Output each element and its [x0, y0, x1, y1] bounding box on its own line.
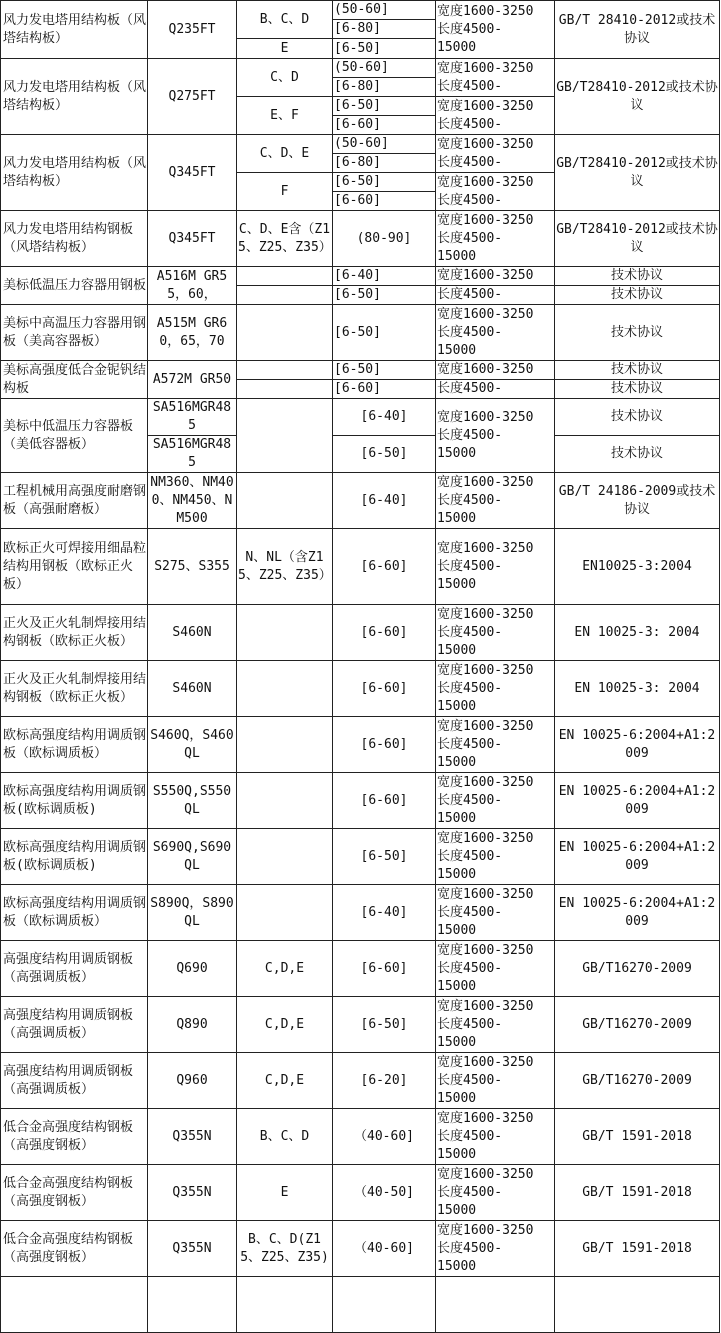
quality-level-cell: C,D,E: [237, 941, 333, 997]
length-range-max: 15000: [437, 866, 477, 882]
quality-level-cell: C、D、E含（Z15、Z25、Z35）: [237, 211, 333, 267]
width-range: 宽度1600-3250: [437, 1110, 534, 1126]
grade-cell: S690Q,S690QL: [148, 829, 237, 885]
standard-cell: GB/T16270-2009: [555, 941, 720, 997]
standard-cell: GB/T 1591-2018: [555, 1165, 720, 1221]
thickness-cell: (50-60]: [333, 1, 436, 20]
width-range: 宽度1600-3250: [437, 98, 534, 114]
product-name-cell: 高强度结构用调质钢板（高强调质板）: [1, 941, 148, 997]
size-cell: [436, 399, 555, 473]
length-range: 长度4500-: [437, 624, 503, 640]
length-range: 长度4500-: [437, 21, 503, 37]
quality-level-cell: C、D: [237, 59, 333, 97]
standard-cell: GB/T 1591-2018: [555, 1109, 720, 1165]
standard-cell: EN 10025-3: 2004: [555, 605, 720, 661]
size-cell: [436, 1165, 555, 1221]
thickness-cell: (80-90]: [333, 211, 436, 267]
length-range: 长度4500-: [437, 960, 503, 976]
standard-cell: GB/T28410-2012或技术协议: [555, 211, 720, 267]
table-row: [1, 997, 720, 1053]
thickness-cell: [6-50]: [333, 361, 436, 380]
width-range: 宽度1600-3250: [437, 540, 534, 556]
size-cell: [436, 473, 555, 529]
quality-level-cell: F: [237, 173, 333, 211]
size-cell: [436, 661, 555, 717]
width-range: 宽度1600-3250: [437, 662, 534, 678]
product-name-cell: 风力发电塔用结构板（风塔结构板）: [1, 135, 148, 211]
thickness-cell: [6-60]: [333, 529, 436, 605]
length-range: 长度4500-: [437, 792, 503, 808]
thickness-cell: (50-60]: [333, 135, 436, 154]
size-cell: [436, 829, 555, 885]
width-range: 宽度1600-3250: [437, 718, 534, 734]
standard-cell: GB/T 1591-2018: [555, 1221, 720, 1277]
length-range: 长度4500-: [437, 192, 503, 208]
width-range: 宽度1600-3250: [437, 774, 534, 790]
quality-level-cell: [237, 773, 333, 829]
quality-level-cell: E: [237, 39, 333, 59]
table-row: [1, 59, 720, 78]
standard-cell: EN 10025-6:2004+A1:2009: [555, 885, 720, 941]
thickness-cell: [6-60]: [333, 661, 436, 717]
grade-cell: S275、S355: [148, 529, 237, 605]
grade-cell: SA516MGR485: [148, 436, 237, 473]
table-row: [1, 267, 720, 286]
grade-cell: Q355N: [148, 1109, 237, 1165]
length-range: 长度4500-: [437, 680, 503, 696]
length-range-max: 15000: [437, 248, 477, 264]
size-cell: [436, 529, 555, 605]
size-cell: [436, 1053, 555, 1109]
size-cell: [436, 885, 555, 941]
standard-cell: GB/T16270-2009: [555, 1053, 720, 1109]
standard-cell: 技术协议: [555, 286, 720, 305]
table-row: [1, 605, 720, 661]
length-range-max: 15000: [437, 342, 477, 358]
length-range-max: 15000: [437, 1202, 477, 1218]
length-range-max: 15000: [437, 642, 477, 658]
size-cell: [436, 173, 555, 211]
table-row: [1, 211, 720, 267]
width-range: 宽度1600-3250: [437, 60, 534, 76]
grade-cell: S460Q，S460QL: [148, 717, 237, 773]
quality-level-cell: B、C、D: [237, 1, 333, 39]
thickness-cell: [6-50]: [333, 997, 436, 1053]
product-name-cell: 风力发电塔用结构钢板（风塔结构板）: [1, 211, 148, 267]
standard-cell: GB/T28410-2012或技术协议: [555, 59, 720, 135]
size-cell: [436, 380, 555, 399]
product-name-cell: 工程机械用高强度耐磨钢板（高强耐磨板）: [1, 473, 148, 529]
length-range-max: 15000: [437, 1146, 477, 1162]
length-range: 长度4500-: [437, 427, 503, 443]
quality-level-cell: [237, 885, 333, 941]
standard-cell: 技术协议: [555, 399, 720, 436]
thickness-cell: [6-40]: [333, 885, 436, 941]
product-name-cell: 美标高强度低合金铌钒结构板: [1, 361, 148, 399]
grade-cell: S890Q，S890QL: [148, 885, 237, 941]
quality-level-cell: C,D,E: [237, 1053, 333, 1109]
quality-level-cell: [237, 829, 333, 885]
product-name-cell: 欧标高强度结构用调质钢板(欧标调质板): [1, 773, 148, 829]
thickness-cell: [6-40]: [333, 473, 436, 529]
thickness-cell: [6-60]: [333, 116, 436, 135]
table-row: [1, 135, 720, 154]
product-name-cell: 风力发电塔用结构板（风塔结构板）: [1, 59, 148, 135]
product-name-cell: 欧标高强度结构用调质钢板（欧标调质板）: [1, 885, 148, 941]
quality-level-cell: [237, 661, 333, 717]
quality-level-cell: E: [237, 1165, 333, 1221]
thickness-cell: [6-40]: [333, 267, 436, 286]
width-range: 宽度1600-3250: [437, 174, 534, 190]
length-range-max: 15000: [437, 810, 477, 826]
thickness-cell: [6-50]: [333, 286, 436, 305]
length-range: 长度4500-: [437, 1240, 503, 1256]
thickness-cell: （40-50]: [333, 1165, 436, 1221]
product-name-cell: 风力发电塔用结构板（风塔结构板）: [1, 1, 148, 59]
product-name-cell: 高强度结构用调质钢板（高强调质板）: [1, 997, 148, 1053]
width-range: 宽度1600-3250: [437, 362, 534, 377]
width-range: 宽度1600-3250: [437, 1054, 534, 1070]
grade-cell: Q890: [148, 997, 237, 1053]
size-cell: [436, 135, 555, 173]
size-cell: [436, 605, 555, 661]
size-cell: [436, 773, 555, 829]
width-range: 宽度1600-3250: [437, 606, 534, 622]
thickness-cell: [6-40]: [333, 399, 436, 436]
width-range: 宽度1600-3250: [437, 306, 534, 322]
table-row: [1, 941, 720, 997]
product-name-cell: 欧标高强度结构用调质钢板（欧标调质板）: [1, 717, 148, 773]
grade-cell: Q355N: [148, 1165, 237, 1221]
width-range: 宽度1600-3250: [437, 268, 534, 283]
quality-level-cell: [237, 380, 333, 399]
length-range-max: 15000: [437, 1034, 477, 1050]
standard-cell: GB/T 24186-2009或技术协议: [555, 473, 720, 529]
grade-cell: A572M GR50: [148, 361, 237, 399]
thickness-cell: [6-50]: [333, 173, 436, 192]
table-row: [1, 661, 720, 717]
table-row: [1, 399, 720, 436]
quality-level-cell: [237, 305, 333, 361]
length-range-max: 15000: [437, 754, 477, 770]
thickness-cell: [6-50]: [333, 829, 436, 885]
standard-cell: 技术协议: [555, 361, 720, 380]
length-range-max: 15000: [437, 978, 477, 994]
length-range: 长度4500-: [437, 492, 503, 508]
quality-level-cell: [237, 267, 333, 286]
width-range: 宽度1600-3250: [437, 886, 534, 902]
table-row: [1, 361, 720, 380]
standard-cell: GB/T 28410-2012或技术协议: [555, 1, 720, 59]
length-range: 长度4500-: [437, 78, 503, 94]
quality-level-cell: [237, 605, 333, 661]
thickness-cell: [6-80]: [333, 20, 436, 39]
quality-level-cell: [237, 399, 333, 473]
quality-level-cell: B、C、D: [237, 1109, 333, 1165]
standard-cell: EN10025-3:2004: [555, 529, 720, 605]
thickness-cell: [6-50]: [333, 97, 436, 116]
thickness-cell: [6-60]: [333, 717, 436, 773]
product-name-cell: 低合金高强度结构钢板（高强度钢板）: [1, 1109, 148, 1165]
table-row: [1, 1221, 720, 1277]
standard-cell: 技术协议: [555, 436, 720, 473]
table-row: [1, 1165, 720, 1221]
length-range-max: 15000: [437, 576, 477, 592]
length-range-max: 15000: [437, 698, 477, 714]
thickness-cell: [6-60]: [333, 605, 436, 661]
thickness-cell: [333, 1277, 436, 1333]
table-row: [1, 305, 720, 361]
length-range-max: 15000: [437, 39, 477, 55]
standard-cell: GB/T28410-2012或技术协议: [555, 135, 720, 211]
grade-cell: Q355N: [148, 1221, 237, 1277]
product-name-cell: 低合金高强度结构钢板（高强度钢板）: [1, 1165, 148, 1221]
grade-cell: Q275FT: [148, 59, 237, 135]
thickness-cell: （40-60]: [333, 1109, 436, 1165]
thickness-cell: [6-60]: [333, 380, 436, 399]
width-range: 宽度1600-3250: [437, 474, 534, 490]
table-row: [1, 885, 720, 941]
length-range: 长度4500-: [437, 848, 503, 864]
length-range-max: 15000: [437, 445, 477, 461]
length-range: 长度4500-: [437, 324, 503, 340]
quality-level-cell: [237, 361, 333, 380]
standard-cell: 技术协议: [555, 267, 720, 286]
grade-cell: S550Q,S550QL: [148, 773, 237, 829]
quality-level-cell: C、D、E: [237, 135, 333, 173]
quality-level-cell: E、F: [237, 97, 333, 135]
width-range: 宽度1600-3250: [437, 409, 534, 425]
grade-cell: SA516MGR485: [148, 399, 237, 436]
thickness-cell: [6-20]: [333, 1053, 436, 1109]
length-range: 长度4500-: [437, 1128, 503, 1144]
size-cell: [436, 305, 555, 361]
table-row: [1, 1, 720, 20]
grade-cell: Q960: [148, 1053, 237, 1109]
product-name-cell: 美标中高温压力容器用钢板（美高容器板）: [1, 305, 148, 361]
size-cell: [436, 941, 555, 997]
size-cell: [436, 361, 555, 380]
width-range: 宽度1600-3250: [437, 136, 534, 152]
standard-cell: [555, 1277, 720, 1333]
standard-cell: GB/T16270-2009: [555, 997, 720, 1053]
width-range: 宽度1600-3250: [437, 3, 534, 19]
table-row: [1, 529, 720, 605]
grade-cell: S460N: [148, 661, 237, 717]
length-range: 长度4500-: [437, 230, 503, 246]
standard-cell: 技术协议: [555, 380, 720, 399]
table-row: [1, 1277, 720, 1333]
quality-level-cell: C,D,E: [237, 997, 333, 1053]
size-cell: [436, 1, 555, 59]
grade-cell: [148, 1277, 237, 1333]
grade-cell: A516M GR55，60，: [148, 267, 237, 305]
product-name-cell: 欧标正火可焊接用细晶粒结构用钢板（欧标正火板）: [1, 529, 148, 605]
size-cell: [436, 59, 555, 97]
quality-level-cell: [237, 473, 333, 529]
thickness-cell: [6-60]: [333, 773, 436, 829]
table-row: [1, 717, 720, 773]
length-range: 长度4500-: [437, 1072, 503, 1088]
table-row: [1, 773, 720, 829]
width-range: 宽度1600-3250: [437, 212, 534, 228]
product-name-cell: 正火及正火轧制焊接用结构钢板（欧标正火板）: [1, 605, 148, 661]
length-range: 长度4500-: [437, 904, 503, 920]
width-range: 宽度1600-3250: [437, 998, 534, 1014]
grade-cell: Q690: [148, 941, 237, 997]
length-range: 长度4500-: [437, 116, 503, 132]
thickness-cell: [6-60]: [333, 192, 436, 211]
width-range: 宽度1600-3250: [437, 1166, 534, 1182]
size-cell: [436, 211, 555, 267]
thickness-cell: [6-80]: [333, 154, 436, 173]
length-range: 长度4500-: [437, 381, 503, 396]
size-cell: [436, 997, 555, 1053]
product-name-cell: 欧标高强度结构用调质钢板(欧标调质板): [1, 829, 148, 885]
size-cell: [436, 286, 555, 305]
grade-cell: Q345FT: [148, 211, 237, 267]
thickness-cell: （40-60]: [333, 1221, 436, 1277]
standard-cell: EN 10025-6:2004+A1:2009: [555, 717, 720, 773]
grade-cell: A515M GR60，65，70: [148, 305, 237, 361]
grade-cell: Q235FT: [148, 1, 237, 59]
length-range-max: 15000: [437, 1258, 477, 1274]
product-name-cell: [1, 1277, 148, 1333]
length-range-max: 15000: [437, 1090, 477, 1106]
length-range-max: 15000: [437, 510, 477, 526]
standard-cell: EN 10025-3: 2004: [555, 661, 720, 717]
table-row: [1, 829, 720, 885]
product-name-cell: 高强度结构用调质钢板（高强调质板）: [1, 1053, 148, 1109]
quality-level-cell: N、NL（含Z15、Z25、Z35）: [237, 529, 333, 605]
length-range: 长度4500-: [437, 154, 503, 170]
product-name-cell: 美标中低温压力容器板（美低容器板）: [1, 399, 148, 473]
standard-cell: 技术协议: [555, 305, 720, 361]
table-row: [1, 1109, 720, 1165]
quality-level-cell: [237, 717, 333, 773]
thickness-cell: [6-60]: [333, 941, 436, 997]
thickness-cell: [6-50]: [333, 305, 436, 361]
thickness-cell: [6-50]: [333, 39, 436, 59]
size-cell: [436, 97, 555, 135]
width-range: 宽度1600-3250: [437, 942, 534, 958]
length-range: 长度4500-: [437, 558, 503, 574]
size-cell: [436, 1109, 555, 1165]
thickness-cell: (50-60]: [333, 59, 436, 78]
quality-level-cell: [237, 1277, 333, 1333]
table-row: [1, 473, 720, 529]
width-range: 宽度1600-3250: [437, 1222, 534, 1238]
size-cell: [436, 1277, 555, 1333]
grade-cell: Q345FT: [148, 135, 237, 211]
product-name-cell: 正火及正火轧制焊接用结构钢板（欧标正火板）: [1, 661, 148, 717]
standard-cell: EN 10025-6:2004+A1:2009: [555, 829, 720, 885]
table-row: [1, 1053, 720, 1109]
grade-cell: NM360、NM400、NM450、NM500: [148, 473, 237, 529]
length-range: 长度4500-: [437, 287, 503, 302]
thickness-cell: [6-80]: [333, 78, 436, 97]
length-range-max: 15000: [437, 922, 477, 938]
product-name-cell: 低合金高强度结构钢板（高强度钢板）: [1, 1221, 148, 1277]
grade-cell: S460N: [148, 605, 237, 661]
quality-level-cell: [237, 286, 333, 305]
length-range: 长度4500-: [437, 1016, 503, 1032]
length-range: 长度4500-: [437, 736, 503, 752]
width-range: 宽度1600-3250: [437, 830, 534, 846]
size-cell: [436, 1221, 555, 1277]
standard-cell: EN 10025-6:2004+A1:2009: [555, 773, 720, 829]
size-cell: [436, 717, 555, 773]
size-cell: [436, 267, 555, 286]
length-range: 长度4500-: [437, 1184, 503, 1200]
thickness-cell: [6-50]: [333, 436, 436, 473]
quality-level-cell: B、C、D(Z15、Z25、Z35): [237, 1221, 333, 1277]
product-name-cell: 美标低温压力容器用钢板: [1, 267, 148, 305]
